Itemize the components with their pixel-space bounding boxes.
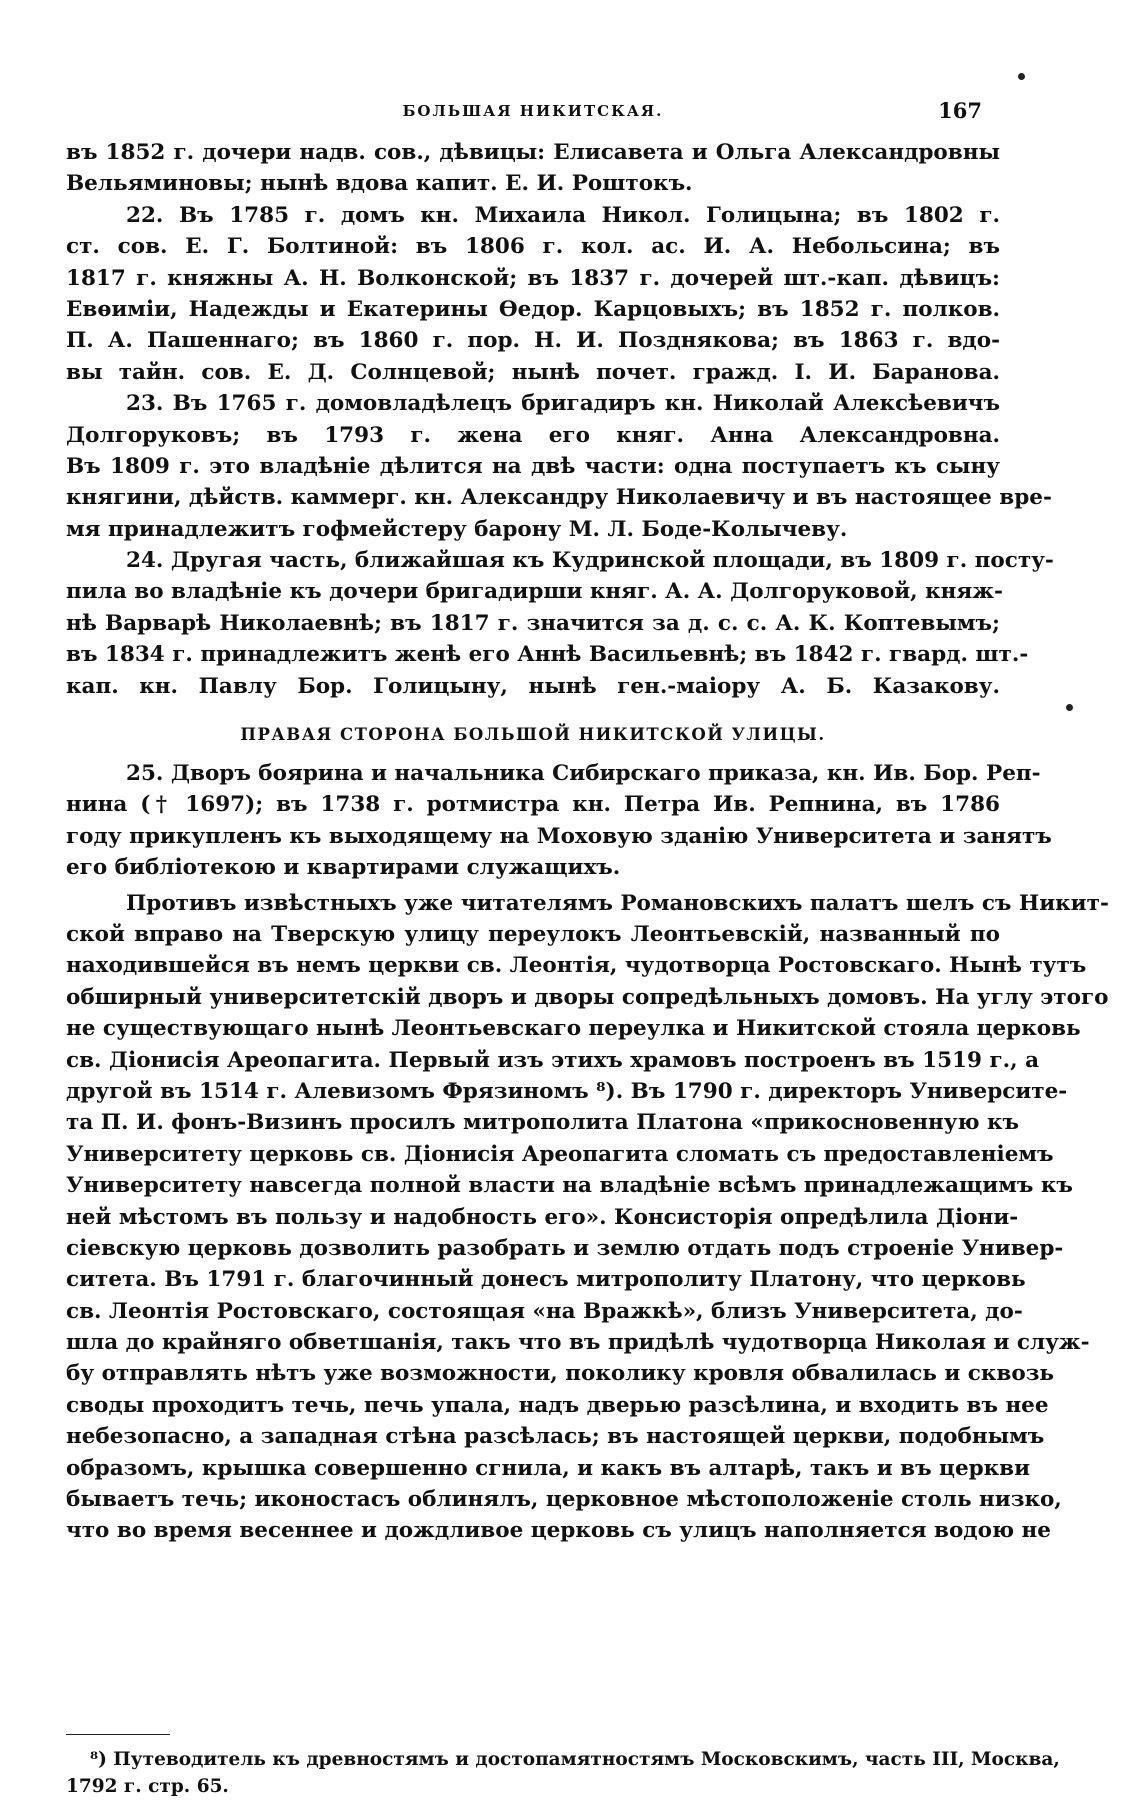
text-line: 25. Дворъ боярина и начальника Сибирскаго приказа, кн. Ив. Бор. Реп- <box>126 761 1041 787</box>
paragraph-22 <box>66 200 1000 388</box>
text-line: въ 1834 г. принадлежитъ женѣ его Аннѣ Васильевнѣ; въ 1842 г. гвард. шт.- <box>66 642 1029 668</box>
text-line: пила во владѣніе къ дочери бригадирши княг. А. А. Долгоруковой, княж- <box>66 579 1003 605</box>
text-line: св. Діонисія Ареопагита. Первый изъ этихъ храмовъ построенъ въ 1519 г., а <box>66 1047 1040 1073</box>
text-line: не существующаго нынѣ Леонтьевскаго переулка и Никитской стояла церковь <box>66 1016 1081 1042</box>
page-speck <box>1066 704 1073 711</box>
text-line: Долгоруковъ; въ 1793 г. жена его княг. Анна Александровна. <box>66 422 1000 448</box>
paragraph-23 <box>66 388 1052 545</box>
paragraph-continuation <box>66 137 1000 200</box>
text-line: Университету церковь св. Діонисія Ареопагита сломать съ предоставленіемъ <box>66 1141 1054 1167</box>
text-line: его библіотекою и квартирами служащихъ. <box>66 855 621 881</box>
text-line: небезопасно, а западная стѣна разсѣлась; въ настоящей церкви, подобнымъ <box>66 1424 1045 1450</box>
text-line: кап. кн. Павлу Бор. Голицыну, нынѣ ген.-маіору А. Б. Казакову. <box>66 673 1000 699</box>
text-line: Противъ извѣстныхъ уже читателямъ Романовскихъ палатъ шелъ съ Никит- <box>126 890 1109 916</box>
text-line: ситета. Въ 1791 г. благочинный донесъ митрополиту Платону, что церковь <box>66 1267 1026 1293</box>
running-title: БОЛЬШАЯ НИКИТСКАЯ. <box>402 102 664 120</box>
paragraph-leontievsky <box>66 888 1109 1547</box>
section-heading: ПРАВАЯ СТОРОНА БОЛЬШОЙ НИКИТСКОЙ УЛИЦЫ. <box>240 725 826 745</box>
text-line: году прикупленъ къ выходящему на Моховую зданію Университета и занятъ <box>66 823 1052 849</box>
text-line: 24. Другая часть, ближайшая къ Кудринской площади, въ 1809 г. посту- <box>126 548 1054 574</box>
text-line: Вельяминовы; нынѣ вдова капит. Е. И. Роштокъ. <box>66 171 693 197</box>
page-header <box>68 98 998 126</box>
text-line: бываетъ течь; иконостасъ облинялъ, церковное мѣстоположеніе столь низко, <box>66 1487 1062 1513</box>
main-text <box>66 137 1109 1547</box>
text-line: мя принадлежитъ гофмейстеру барону М. Л. Боде-Колычеву. <box>66 516 848 542</box>
footnote-line: 1792 г. стр. 65. <box>66 1776 229 1797</box>
text-line: образомъ, крышка совершенно сгнила, и какъ въ алтарѣ, такъ и въ церкви <box>66 1455 1031 1481</box>
text-line: ней мѣстомъ въ пользу и надобность его». Консисторія опредѣлила Діони- <box>66 1204 1019 1230</box>
text-line: П. А. Пашеннаго; въ 1860 г. пор. Н. И. Позднякова; въ 1863 г. вдо- <box>66 328 1000 354</box>
text-line: ст. сов. Е. Г. Болтиной: въ 1806 г. кол. ас. И. А. Небольсина; въ <box>66 234 1000 260</box>
paragraph-24 <box>66 545 1054 702</box>
text-line: Въ 1809 г. это владѣніе дѣлится на двѣ части: одна поступаетъ къ сыну <box>66 453 1000 479</box>
text-line: сіевскую церковь дозволить разобрать и землю отдать подъ строеніе Универ- <box>66 1235 1064 1261</box>
text-line: княгини, дѣйств. каммерг. кн. Александру Николаевичу и въ настоящее вре- <box>66 485 1052 511</box>
page-number: 167 <box>938 98 982 123</box>
text-line: въ 1852 г. дочери надв. сов., дѣвицы: Елисавета и Ольга Александровны <box>66 140 1000 165</box>
text-line: обширный университетскій дворъ и дворы сопредѣльныхъ домовъ. На углу этого <box>66 984 1109 1010</box>
text-line: 23. Въ 1765 г. домовладѣлецъ бригадиръ кн. Николай Алексѣевичъ <box>126 391 1000 417</box>
text-line: та П. И. фонъ-Визинъ просилъ митрополита Платона «прикосновенную къ <box>66 1110 1020 1136</box>
text-line: бу отправлять нѣтъ уже возможности, поколику кровля обвалилась и сквозь <box>66 1361 1055 1387</box>
text-line: Университету навсегда полной власти на владѣніе всѣмъ принадлежащимъ къ <box>66 1173 1073 1199</box>
paragraph-25 <box>66 758 1052 884</box>
text-line: нина († 1697); въ 1738 г. ротмистра кн. Петра Ив. Репнина, въ 1786 <box>66 792 1000 818</box>
text-line: что во время весеннее и дождливое церковь съ улицъ наполняется водою не <box>66 1518 1051 1544</box>
text-line: ской вправо на Тверскую улицу переулокъ Леонтьевскій, названный по <box>66 921 1000 947</box>
text-line: своды проходитъ течь, печь упала, надъ дверью разсѣлина, и входить въ нее <box>66 1392 1049 1418</box>
text-line: 1817 г. княжны А. Н. Волконской; въ 1837 г. дочерей шт.-кап. дѣвицъ: <box>66 265 1000 291</box>
text-line: 22. Въ 1785 г. домъ кн. Михаила Никол. Голицына; въ 1802 г. <box>126 202 1000 228</box>
text-line: Евѳиміи, Надежды и Екатерины Ѳедор. Карцовыхъ; въ 1852 г. полков. <box>66 296 1000 322</box>
text-line: другой въ 1514 г. Алевизомъ Фрязиномъ ⁸). Въ 1790 г. директоръ Университе- <box>66 1078 1068 1104</box>
page-speck <box>1018 73 1025 80</box>
footnote-rule <box>66 1734 170 1735</box>
text-line: нѣ Варварѣ Николаевнѣ; въ 1817 г. значится за д. с. с. А. К. Коптевымъ; <box>66 610 1000 636</box>
text-line: находившейся въ немъ церкви св. Леонтія, чудотворца Ростовскаго. Нынѣ тутъ <box>66 953 1087 979</box>
footnote <box>66 1746 1060 1800</box>
text-line: шла до крайняго обветшанія, такъ что въ придѣлѣ чудотворца Николая и служ- <box>66 1330 1090 1356</box>
text-line: вы тайн. сов. Е. Д. Солнцевой; нынѣ почет. гражд. І. И. Баранова. <box>66 359 1000 385</box>
footnote-line: ⁸) Путеводитель къ древностямъ и достопамятностямъ Московскимъ, часть III, Москва, <box>90 1749 1060 1770</box>
text-line: св. Леонтія Ростовскаго, состоящая «на Вражкѣ», близъ Университета, до- <box>66 1298 1023 1324</box>
